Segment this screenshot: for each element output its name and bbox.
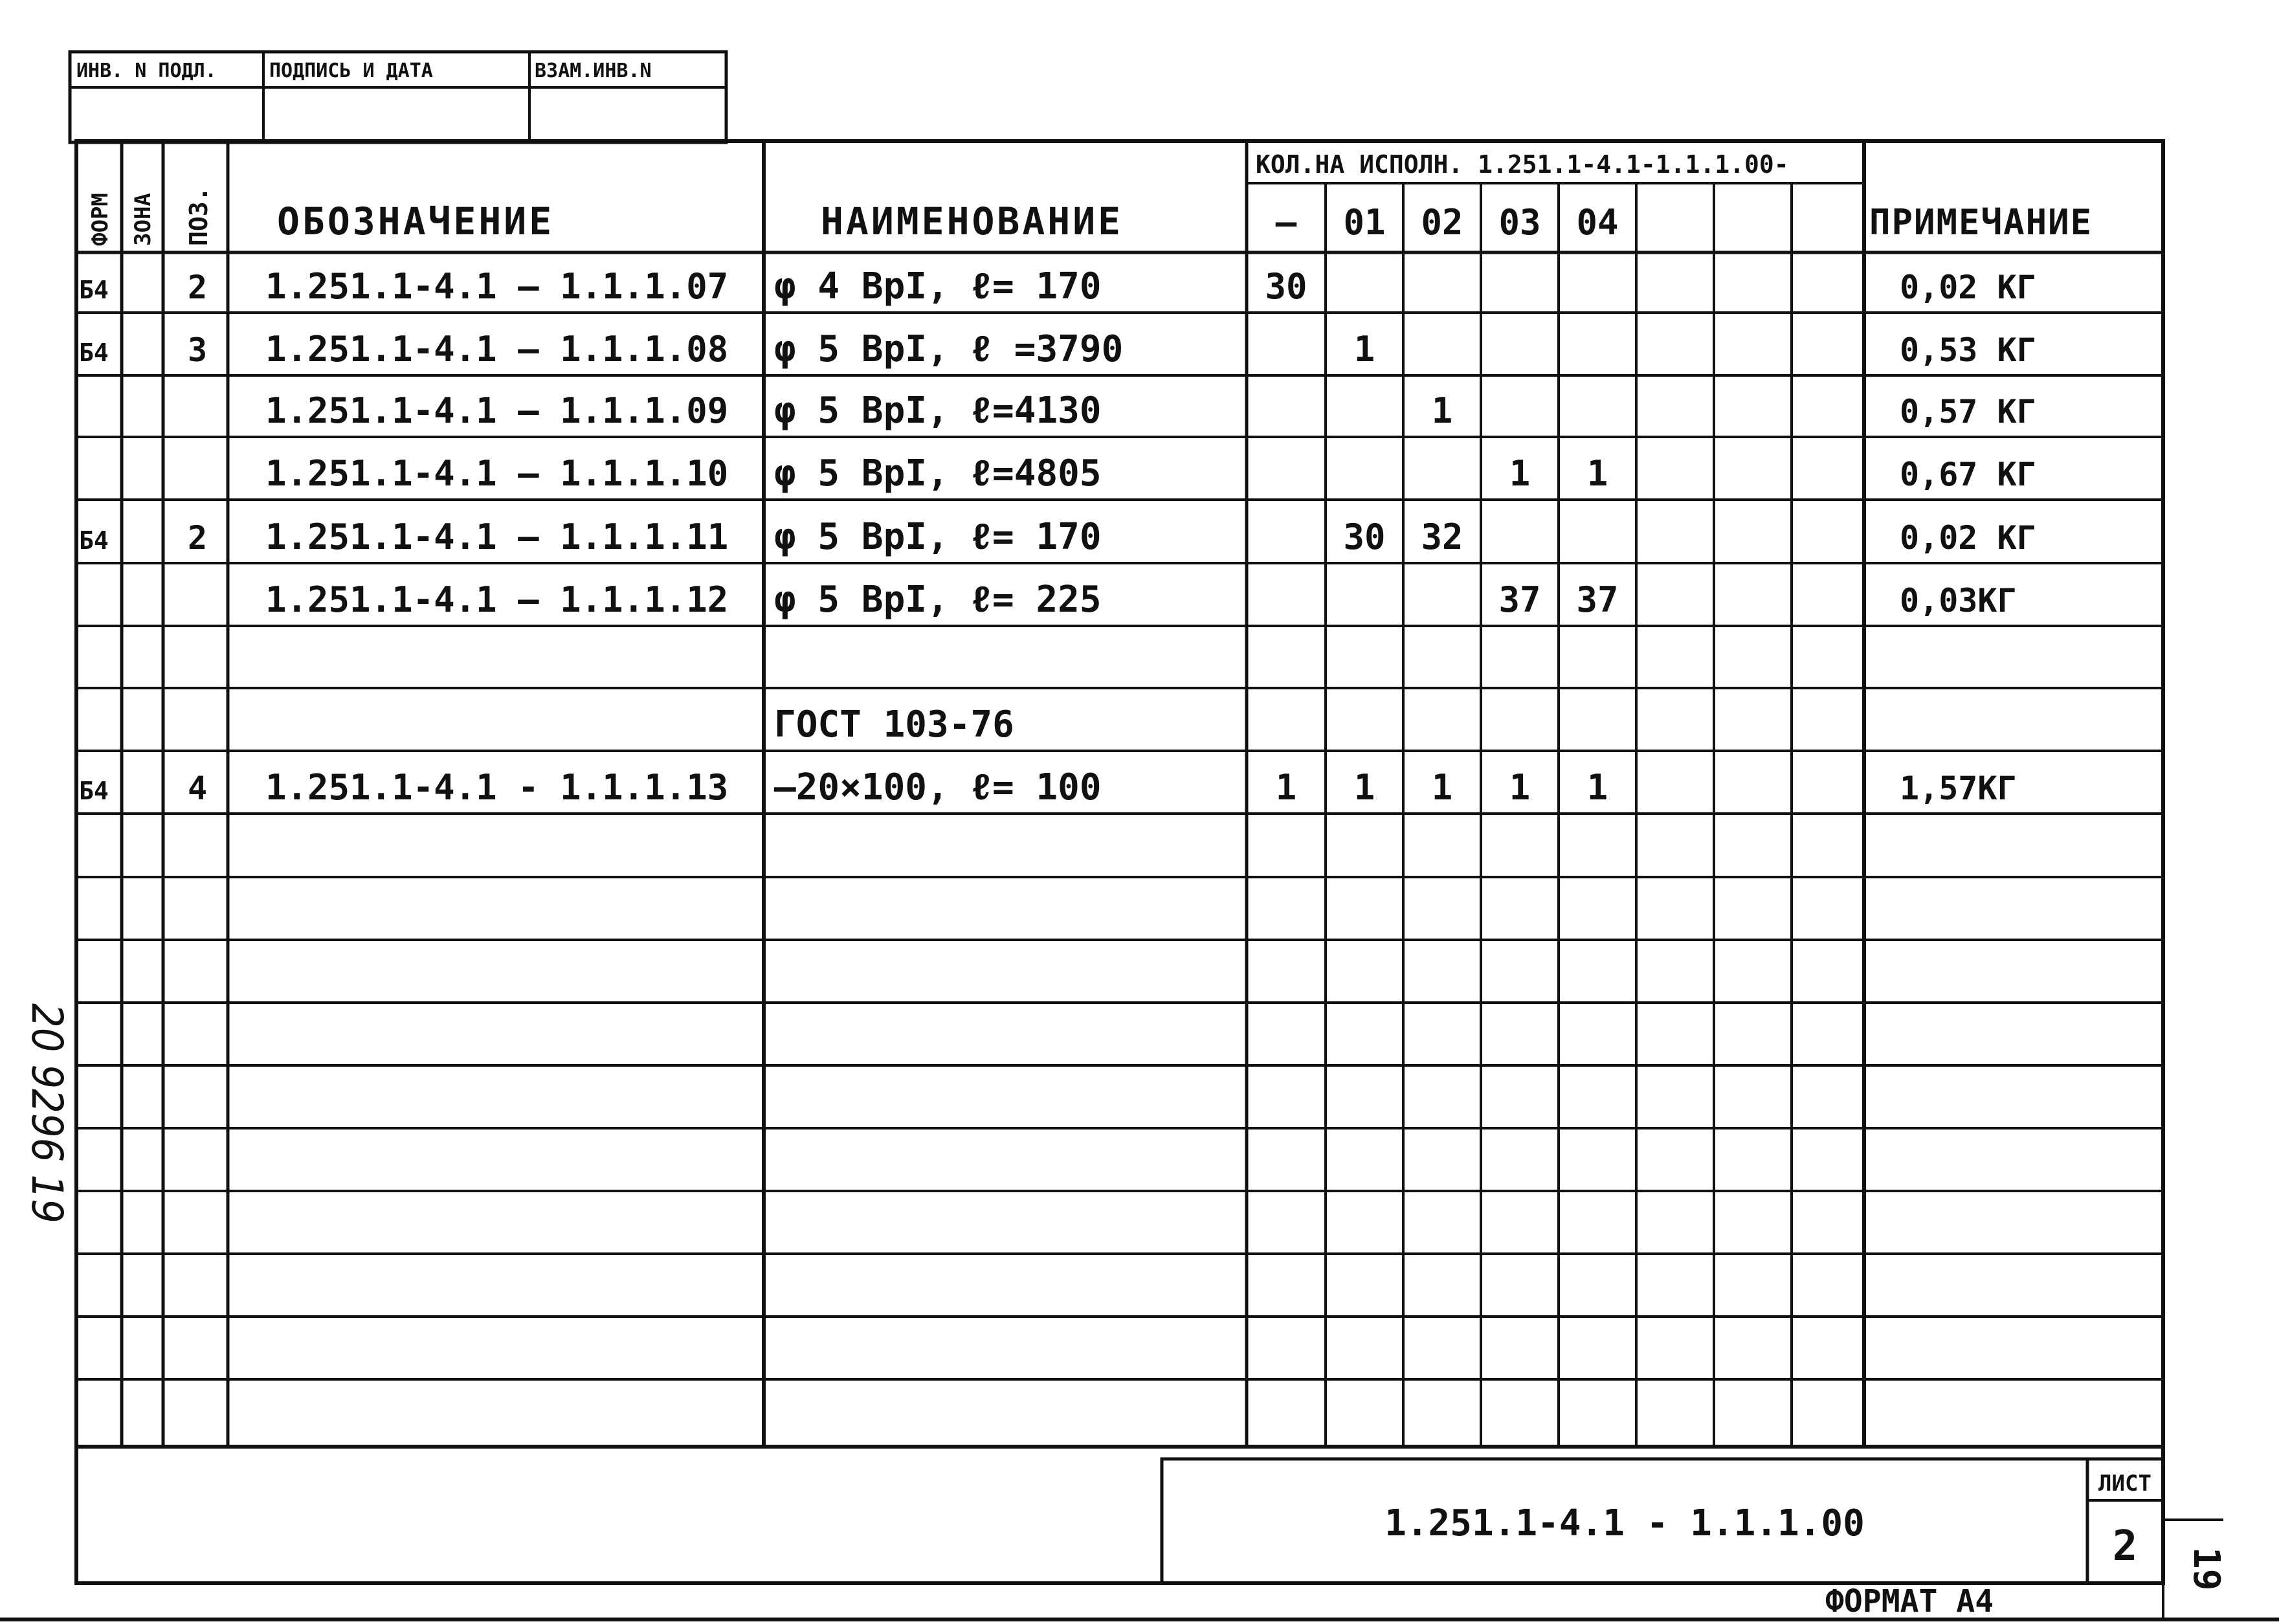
table-row xyxy=(79,328,2036,370)
cell-designation: 1.251.1-4.1 – 1.1.1.08 xyxy=(265,329,729,370)
cell-qty: 1 xyxy=(1353,767,1375,808)
table-row xyxy=(265,452,2036,495)
doc-code: 1.251.1-4.1 - 1.1.1.00 xyxy=(1384,1502,1865,1544)
table-row xyxy=(79,265,2036,307)
cell-designation: 1.251.1-4.1 – 1.1.1.07 xyxy=(265,266,729,307)
variant-header: 01 xyxy=(1343,202,1386,243)
spec-table-body xyxy=(79,265,2036,808)
cell-note: 0,03КГ xyxy=(1900,582,2017,619)
cell-pos: 4 xyxy=(188,770,208,807)
table-row xyxy=(265,390,2036,432)
cell-form: Б4 xyxy=(79,276,109,304)
table-row xyxy=(79,766,2017,808)
cell-qty: 1 xyxy=(1431,767,1453,808)
header-form: ФОРМ xyxy=(87,193,113,246)
cell-qty: 1 xyxy=(1509,453,1531,494)
cell-name: φ 5 ВрI, ℓ=4805 xyxy=(774,452,1102,495)
table-row xyxy=(265,579,2017,621)
cell-designation: 1.251.1-4.1 - 1.1.1.13 xyxy=(265,767,729,808)
sign-label: ПОДПИСЬ И ДАТА xyxy=(269,60,433,82)
cell-name: ГОСТ 103-76 xyxy=(774,704,1014,746)
header-note: ПРИМЕЧАНИЕ xyxy=(1869,202,2093,243)
cell-name: φ 5 ВрI, ℓ= 225 xyxy=(774,579,1102,621)
cell-designation: 1.251.1-4.1 – 1.1.1.12 xyxy=(265,579,729,620)
page-side-number: 19 xyxy=(2185,1547,2227,1591)
cell-note: 0,53 КГ xyxy=(1900,331,2036,369)
sheet-number: 2 xyxy=(2112,1522,2138,1570)
cell-note: 0,02 КГ xyxy=(1900,519,2036,557)
inv-label: ИНВ. N ПОДЛ. xyxy=(76,60,217,82)
cell-qty: 1 xyxy=(1586,453,1608,494)
cell-qty: 1 xyxy=(1586,767,1608,808)
cell-form: Б4 xyxy=(79,339,109,367)
variant-header: 02 xyxy=(1421,202,1463,243)
cell-name: φ 4 ВрI, ℓ= 170 xyxy=(774,265,1102,307)
header-qty-title: КОЛ.НА ИСПОЛН. 1.251.1-4.1-1.1.1.00- xyxy=(1256,150,1789,179)
table-row xyxy=(774,704,1014,746)
cell-qty: 30 xyxy=(1265,266,1307,307)
header-zone: ЗОНА xyxy=(130,193,156,246)
table-row xyxy=(79,516,2036,558)
cell-qty: 32 xyxy=(1421,517,1463,557)
cell-note: 0,57 КГ xyxy=(1900,393,2036,430)
cell-designation: 1.251.1-4.1 – 1.1.1.11 xyxy=(265,517,729,557)
cell-note: 1,57КГ xyxy=(1900,770,2017,807)
cell-designation: 1.251.1-4.1 – 1.1.1.09 xyxy=(265,390,729,431)
cell-designation: 1.251.1-4.1 – 1.1.1.10 xyxy=(265,453,729,494)
cell-name: φ 5 ВрI, ℓ= 170 xyxy=(774,516,1102,558)
sheet-label: ЛИСТ xyxy=(2098,1471,2151,1496)
cell-note: 0,02 КГ xyxy=(1900,269,2036,306)
variant-headers xyxy=(1276,202,1619,243)
cell-qty: 30 xyxy=(1343,517,1386,557)
header-name: НАИМЕНОВАНИЕ xyxy=(821,199,1124,243)
cell-qty: 1 xyxy=(1353,329,1375,370)
cell-form: Б4 xyxy=(79,526,109,555)
margin-note: 20 9296 19 xyxy=(22,1003,72,1223)
variant-header: 03 xyxy=(1498,202,1541,243)
vzam-label: ВЗАМ.ИНВ.N xyxy=(535,60,652,82)
cell-note: 0,67 КГ xyxy=(1900,456,2036,493)
cell-name: φ 5 ВрI, ℓ =3790 xyxy=(774,328,1124,370)
cell-name: –20×100, ℓ= 100 xyxy=(774,766,1102,808)
cell-name: φ 5 ВрI, ℓ=4130 xyxy=(774,390,1102,432)
cell-qty: 1 xyxy=(1509,767,1531,808)
cell-qty: 1 xyxy=(1275,767,1297,808)
variant-header: 04 xyxy=(1576,202,1619,243)
cell-form: Б4 xyxy=(79,777,109,805)
variant-header: – xyxy=(1275,202,1297,243)
cell-qty: 37 xyxy=(1576,579,1619,620)
cell-pos: 2 xyxy=(188,269,208,306)
cell-qty: 1 xyxy=(1431,390,1453,431)
format-label: ФОРМАТ А4 xyxy=(1825,1583,1994,1619)
cell-pos: 2 xyxy=(188,519,208,557)
header-designation: ОБОЗНАЧЕНИЕ xyxy=(277,199,555,243)
cell-qty: 37 xyxy=(1498,579,1541,620)
header-pos: ПОЗ. xyxy=(184,186,213,246)
cell-pos: 3 xyxy=(188,331,208,369)
